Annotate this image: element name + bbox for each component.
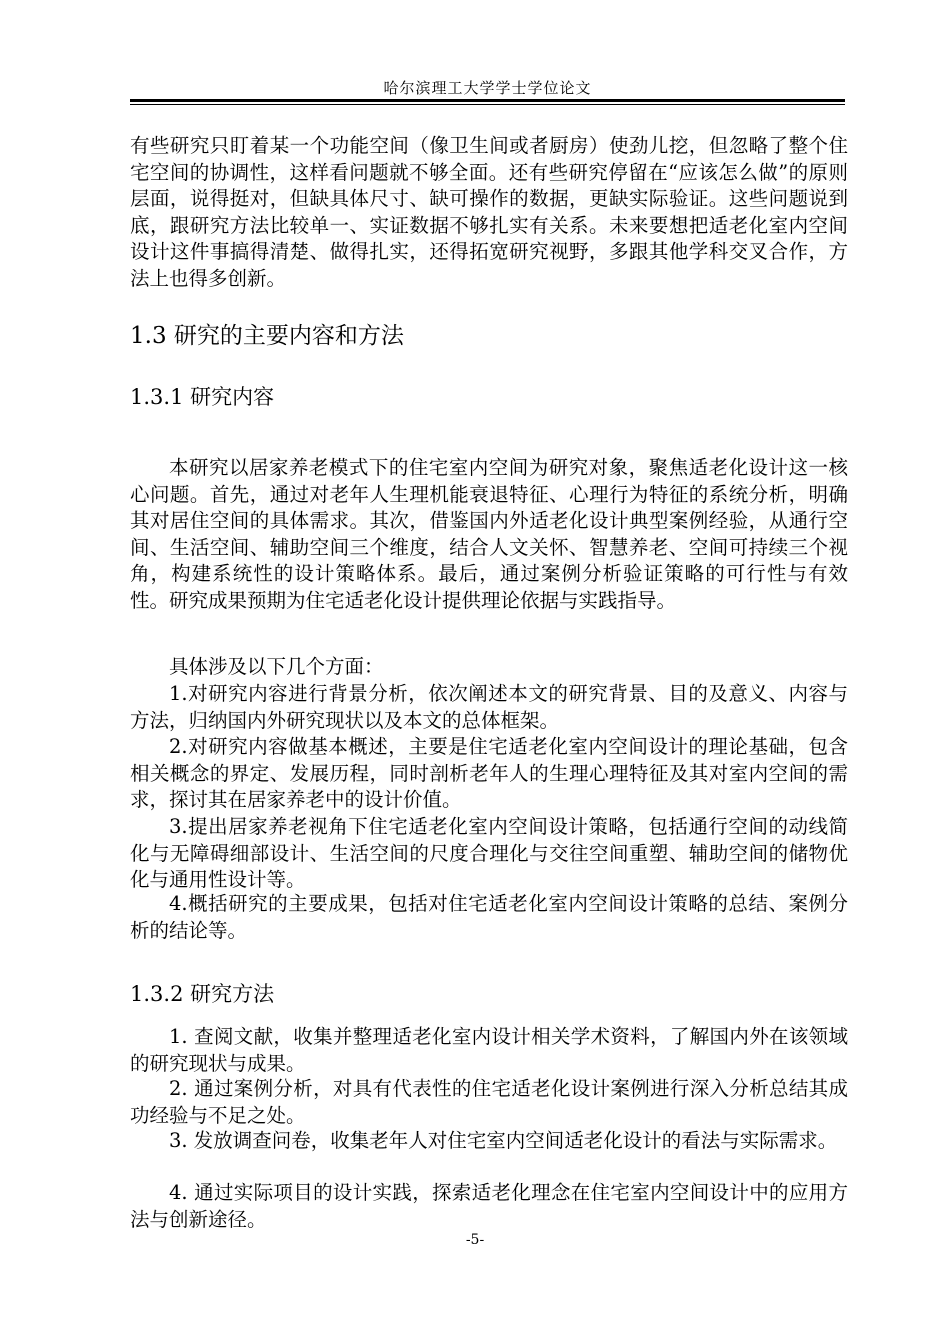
subsection-heading-1-3-2: 1.3.2 研究方法 (130, 982, 275, 1006)
content-list-item: 1.对研究内容进行背景分析，依次阐述本文的研究背景、目的及意义、内容与方法，归纳国内外研究现状以及本文的总体框架。 (130, 682, 848, 732)
section-heading-1-3: 1.3 研究的主要内容和方法 (130, 323, 404, 349)
method-list-item: 3. 发放调查问卷，收集老年人对住宅室内空间适老化设计的看法与实际需求。 (169, 1129, 838, 1152)
content-list-item: 3.提出居家养老视角下住宅适老化室内空间设计策略，包括通行空间的动线简化与无障碍细部设计、生活空间的尺度合理化与交往空间重塑、辅助空间的储物优化与通用性设计等。 (130, 815, 848, 891)
list-intro: 具体涉及以下几个方面： (169, 655, 384, 678)
method-list-item: 2. 通过案例分析，对具有代表性的住宅适老化设计案例进行深入分析总结其成功经验与不足之处。 (130, 1077, 848, 1127)
intro-paragraph: 有些研究只盯着某一个功能空间（像卫生间或者厨房）使劲儿挖，但忽略了整个住宅空间的协调性，这样看问题就不够全面。还有些研究停留在“应该怎么做”的原则层面，说得挺对，但缺具体尺寸、缺可操作的数据，更缺实际验证。这些问题说到底，跟研究方法比较单一、实证数据不够扎实有关系。未来要想把适老化室内空间设计这件事搞得清楚、做得扎实，还得拓宽研究视野，多跟其他学科交叉合作，方法上也得多创新。 (130, 134, 848, 290)
header-rule-thick (130, 99, 845, 102)
content-list-item: 4.概括研究的主要成果，包括对住宅适老化室内空间设计策略的总结、案例分析的结论等。 (130, 892, 848, 942)
research-content-paragraph: 本研究以居家养老模式下的住宅室内空间为研究对象，聚焦适老化设计这一核心问题。首先，通过对老年人生理机能衰退特征、心理行为特征的系统分析，明确其对居住空间的具体需求。其次，借鉴国内外适老化设计典型案例经验，从通行空间、生活空间、辅助空间三个维度，结合人文关怀、智慧养老、空间可持续三个视角，构建系统性的设计策略体系。最后，通过案例分析验证策略的可行性与有效性。研究成果预期为住宅适老化设计提供理论依据与实践指导。 (130, 456, 848, 612)
content-list-item: 2.对研究内容做基本概述，主要是住宅适老化室内空间设计的理论基础，包含相关概念的界定、发展历程，同时剖析老年人的生理心理特征及其对室内空间的需求，探讨其在居家养老中的设计价值。 (130, 735, 848, 811)
method-list-item: 4. 通过实际项目的设计实践，探索适老化理念在住宅室内空间设计中的应用方法与创新途径。 (130, 1181, 848, 1231)
header-rule-thin (130, 104, 845, 105)
subsection-heading-1-3-1: 1.3.1 研究内容 (130, 385, 275, 409)
page-number: -5- (465, 1232, 485, 1248)
method-list-item: 1. 查阅文献，收集并整理适老化室内设计相关学术资料，了解国内外在该领域的研究现状与成果。 (130, 1025, 848, 1075)
running-header: 哈尔滨理工大学学士学位论文 (383, 79, 592, 97)
